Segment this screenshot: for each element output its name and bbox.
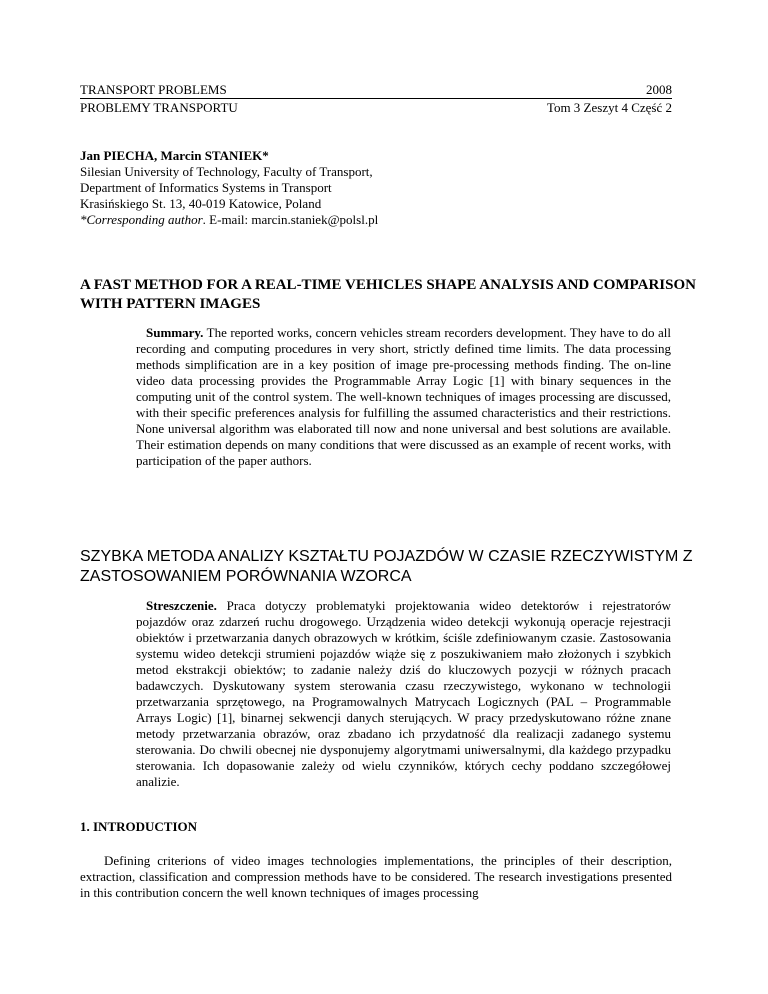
- paper-title-pl: SZYBKA METODA ANALIZY KSZTAŁTU POJAZDÓW W CZASIE RZECZYWISTYM Z ZASTOSOWANIEM PORÓWNANIA WZORCA: [80, 548, 693, 585]
- affiliation-university: Silesian University of Technology, Faculty of Transport,: [80, 164, 373, 179]
- journal-title-pl: PROBLEMY TRANSPORTU: [80, 100, 238, 115]
- section-heading: 1. INTRODUCTION: [80, 819, 198, 834]
- author-names: Jan PIECHA, Marcin STANIEK*: [80, 148, 269, 163]
- streszczenie-label: Streszczenie.: [146, 598, 217, 613]
- author-block: [80, 148, 680, 228]
- journal-year: 2008: [646, 82, 672, 97]
- affiliation-department: Department of Informatics Systems in Transport: [80, 180, 332, 195]
- paper-title-en: A FAST METHOD FOR A REAL-TIME VEHICLES SHAPE ANALYSIS AND COMPARISON WITH PATTERN IMAGES: [80, 277, 696, 312]
- corresponding-author: [80, 212, 680, 228]
- section-body: Defining criterions of video images technologies implementations, the principles of their description, extraction, classification and compression methods have to be considered. The research investigations presented in this contribution concern the well known techniques of images processing: [80, 853, 672, 900]
- journal-title-en: TRANSPORT PROBLEMS: [80, 82, 227, 97]
- summary-label: Summary.: [146, 325, 204, 340]
- header-line-2: [80, 100, 672, 116]
- header-rule: [80, 98, 672, 99]
- affiliation-address: Krasińskiego St. 13, 40-019 Katowice, Poland: [80, 196, 322, 211]
- corresponding-label: *Corresponding author: [80, 212, 203, 227]
- journal-volume: Tom 3 Zeszyt 4 Część 2: [546, 100, 672, 115]
- summary-pl: [136, 598, 671, 790]
- summary-text: The reported works, concern vehicles stream recorders development. They have to do all recording and computing procedures in very short, strictly defined time limits. The data processing methods simplification are in a key position of image pre-processing methods finding. The on-line video data processing provides the Programmable Array Logic [1] with binary sequences in the computing unit of the control system. The well-known techniques of images processing are discussed, with their specific preferences analysis for fulfilling the assumed characteristics and their restrictions. None universal algorithm was elaborated till now and none universal and best solutions are available. Their estimation depends on many conditions that were discussed as an example of recent works, with participation of the paper authors.: [136, 325, 671, 468]
- corresponding-email: . E-mail: marcin.staniek@polsl.pl: [202, 212, 379, 227]
- streszczenie-text: Praca dotyczy problematyki projektowania wideo detektorów i rejestratorów pojazdów oraz zdarzeń ruchu drogowego. Urządzenia wideo detekcji wykonują operacje rejestracji obiektów i przetwarzania danych obrazowych w krótkim, ściśle zdefiniowanym czasie. Zastosowania systemu wideo detekcji strumieni pojazdów wiąże się z poszukiwaniem mało złożonych i szybkich metod ekstrakcji obiektów; to zadanie należy dziś do kluczowych pozycji w różnych pracach badawczych. Dyskutowany system sterowania czasu rzeczywistego, wykonano w technologii przetwarzania sprzętowego, na Programowalnych Matrycach Logicznych (PAL – Programmable Arrays Logic) [1], binarnej sekwencji danych sterujących. W pracy przedyskutowano różne znane metody przetwarzania obrazów, oraz zbadano ich przydatność dla realizacji zadanego systemu sterowania. Do chwili obecnej nie dysponujemy algorytmami uniwersalnymi, dla każdego przypadku sterowania. Ich dopasowanie zależy od wielu czynników, których cechy poddano szczegółowej analizie.: [136, 598, 671, 789]
- summary-en: [136, 325, 671, 469]
- running-header: [80, 82, 672, 118]
